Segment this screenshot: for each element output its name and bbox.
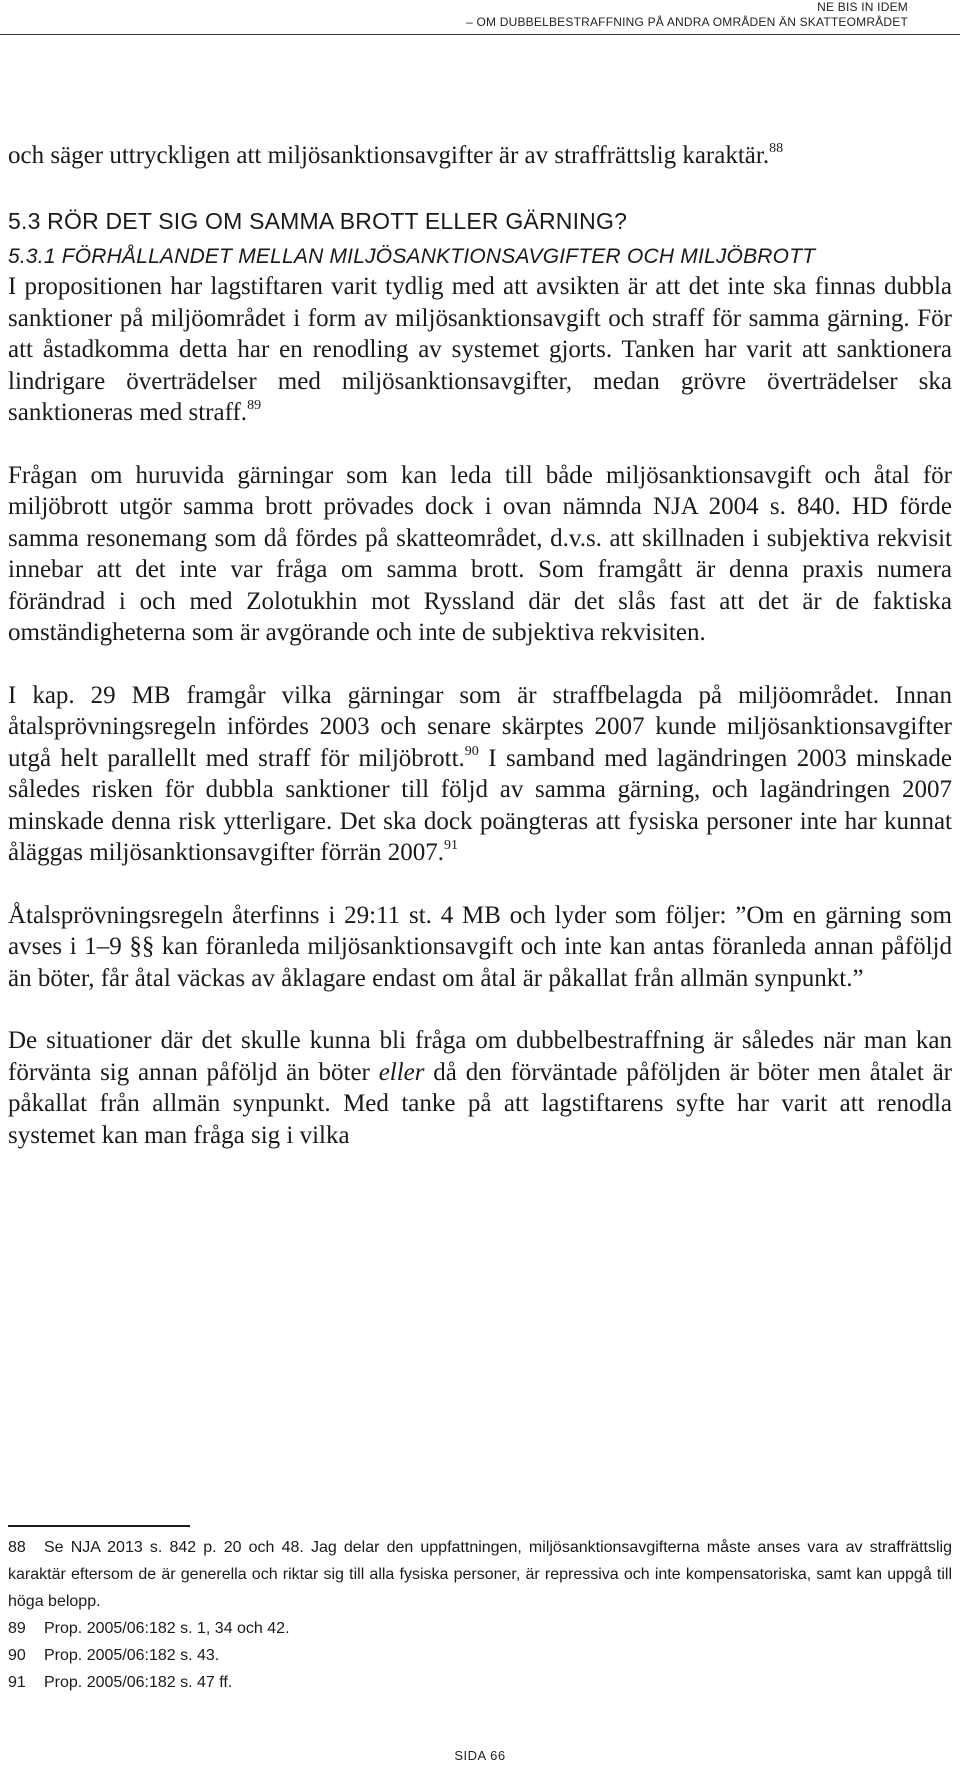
- paragraph-2: Frågan om huruvida gärningar som kan leda till både miljösanktionsavgift och åtal för miljöbrott utgör samma brott prövades dock i ovan nämnda NJA 2004 s. 840. HD förde samma resonemang som då fördes på skatteområdet, d.v.s. att skillnaden i subjektiva rekvisit innebar att det inte var fråga om samma brott. Som framgått är denna praxis numera förändrad i och med Zolotukhin mot Ryssland där det slås fast att det är de faktiska omständigheterna som är avgörande och inte de subjektiva rekvisiten.: [8, 461, 952, 646]
- main-body: [8, 271, 952, 1151]
- intro-paragraph: [8, 140, 952, 172]
- footnotes: [8, 1534, 952, 1696]
- page-number: SIDA 66: [454, 1748, 506, 1763]
- footnote-ref-91[interactable]: 91: [444, 838, 458, 853]
- running-header-title: NE BIS IN IDEM: [817, 0, 908, 14]
- paragraph-5: De situationer där det skulle kunna bli fråga om dubbelbestraffning är således när man kan förvänta sig annan påföljd än böter eller då den förväntade påföljden är böter men åtalet är påkallat från allmän synpunkt. Med tanke på att lagstiftarens syfte har varit att renodla systemet kan man fråga sig i vilka: [8, 1027, 952, 1149]
- header-rule: [0, 34, 960, 35]
- intro-text: och säger uttryckligen att miljösanktionsavgifter är av straffrättslig karaktär.: [8, 142, 770, 169]
- footnote-ref-90[interactable]: 90: [464, 743, 479, 759]
- footnote-88: 88 Se NJA 2013 s. 842 p. 20 och 48. Jag delar den uppfattningen, miljösanktionsavgifterna måste anses vara av straffrättslig karaktär eftersom de är generella och riktar sig till alla fysiska personer, är repressiva och inte kompensatoriska, samt kan uppgå till höga belopp.: [8, 1539, 952, 1610]
- running-header-subtitle: – OM DUBBELBESTRAFFNING PÅ ANDRA OMRÅDEN ÄN SKATTEOMRÅDET: [466, 15, 908, 29]
- subsection-heading: 5.3.1 FÖRHÅLLANDET MELLAN MILJÖSANKTIONSAVGIFTER OCH MILJÖBROTT: [8, 245, 816, 268]
- footnote-90: 90 Prop. 2005/06:182 s. 43.: [8, 1647, 220, 1664]
- running-header: [466, 0, 908, 30]
- paragraph-1: I propositionen har lagstiftaren varit tydlig med att avsikten är att det inte ska finnas dubbla sanktioner på miljöområdet i form av miljösanktionsavgift och straff för samma gärning. För att åstadkomma detta har en renodling av systemet gjorts. Tanken har varit att sanktionera lindrigare överträdelser med miljösanktionsavgifter, medan grövre överträdelser ska sanktioneras med straff.$^{89}$: [8, 273, 952, 426]
- footnote-ref-89[interactable]: 89: [247, 398, 262, 413]
- footnote-rule: [8, 1525, 190, 1527]
- footnote-91: 91 Prop. 2005/06:182 s. 47 ff.: [8, 1674, 233, 1691]
- footnote-89: 89 Prop. 2005/06:182 s. 1, 34 och 42.: [8, 1620, 290, 1637]
- section-heading: 5.3 RÖR DET SIG OM SAMMA BROTT ELLER GÄRNING?: [8, 208, 628, 234]
- paragraph-4: Åtalsprövningsregeln återfinns i 29:11 st. 4 MB och lyder som följer: ”Om en gärning som avses i 1–9 §§ kan föranleda miljösanktionsavgift och inte kan antas föranleda annan påföljd än böter, får åtal väckas av åklagare endast om åtal är påkallat från allmän synpunkt.”: [8, 901, 952, 992]
- footnote-ref-88[interactable]: 88: [769, 141, 784, 156]
- paragraph-3: I kap. 29 MB framgår vilka gärningar som är straffbelagda på miljöområdet. Innan åtalsprövningsregeln infördes 2003 och senare skärptes 2007 kunde miljösanktionsavgifter utgå helt parallellt med straff för miljöbrott.$^{90}$ I samband med lagändringen 2003 minskade således risken för dubbla sanktioner till följd av samma gärning, och lagändringen 2007 minskade denna risk ytterligare. Det ska dock poängteras att fysiska personer inte har kunnat åläggas miljösanktionsavgifter förrän 2007.91: [8, 681, 952, 866]
